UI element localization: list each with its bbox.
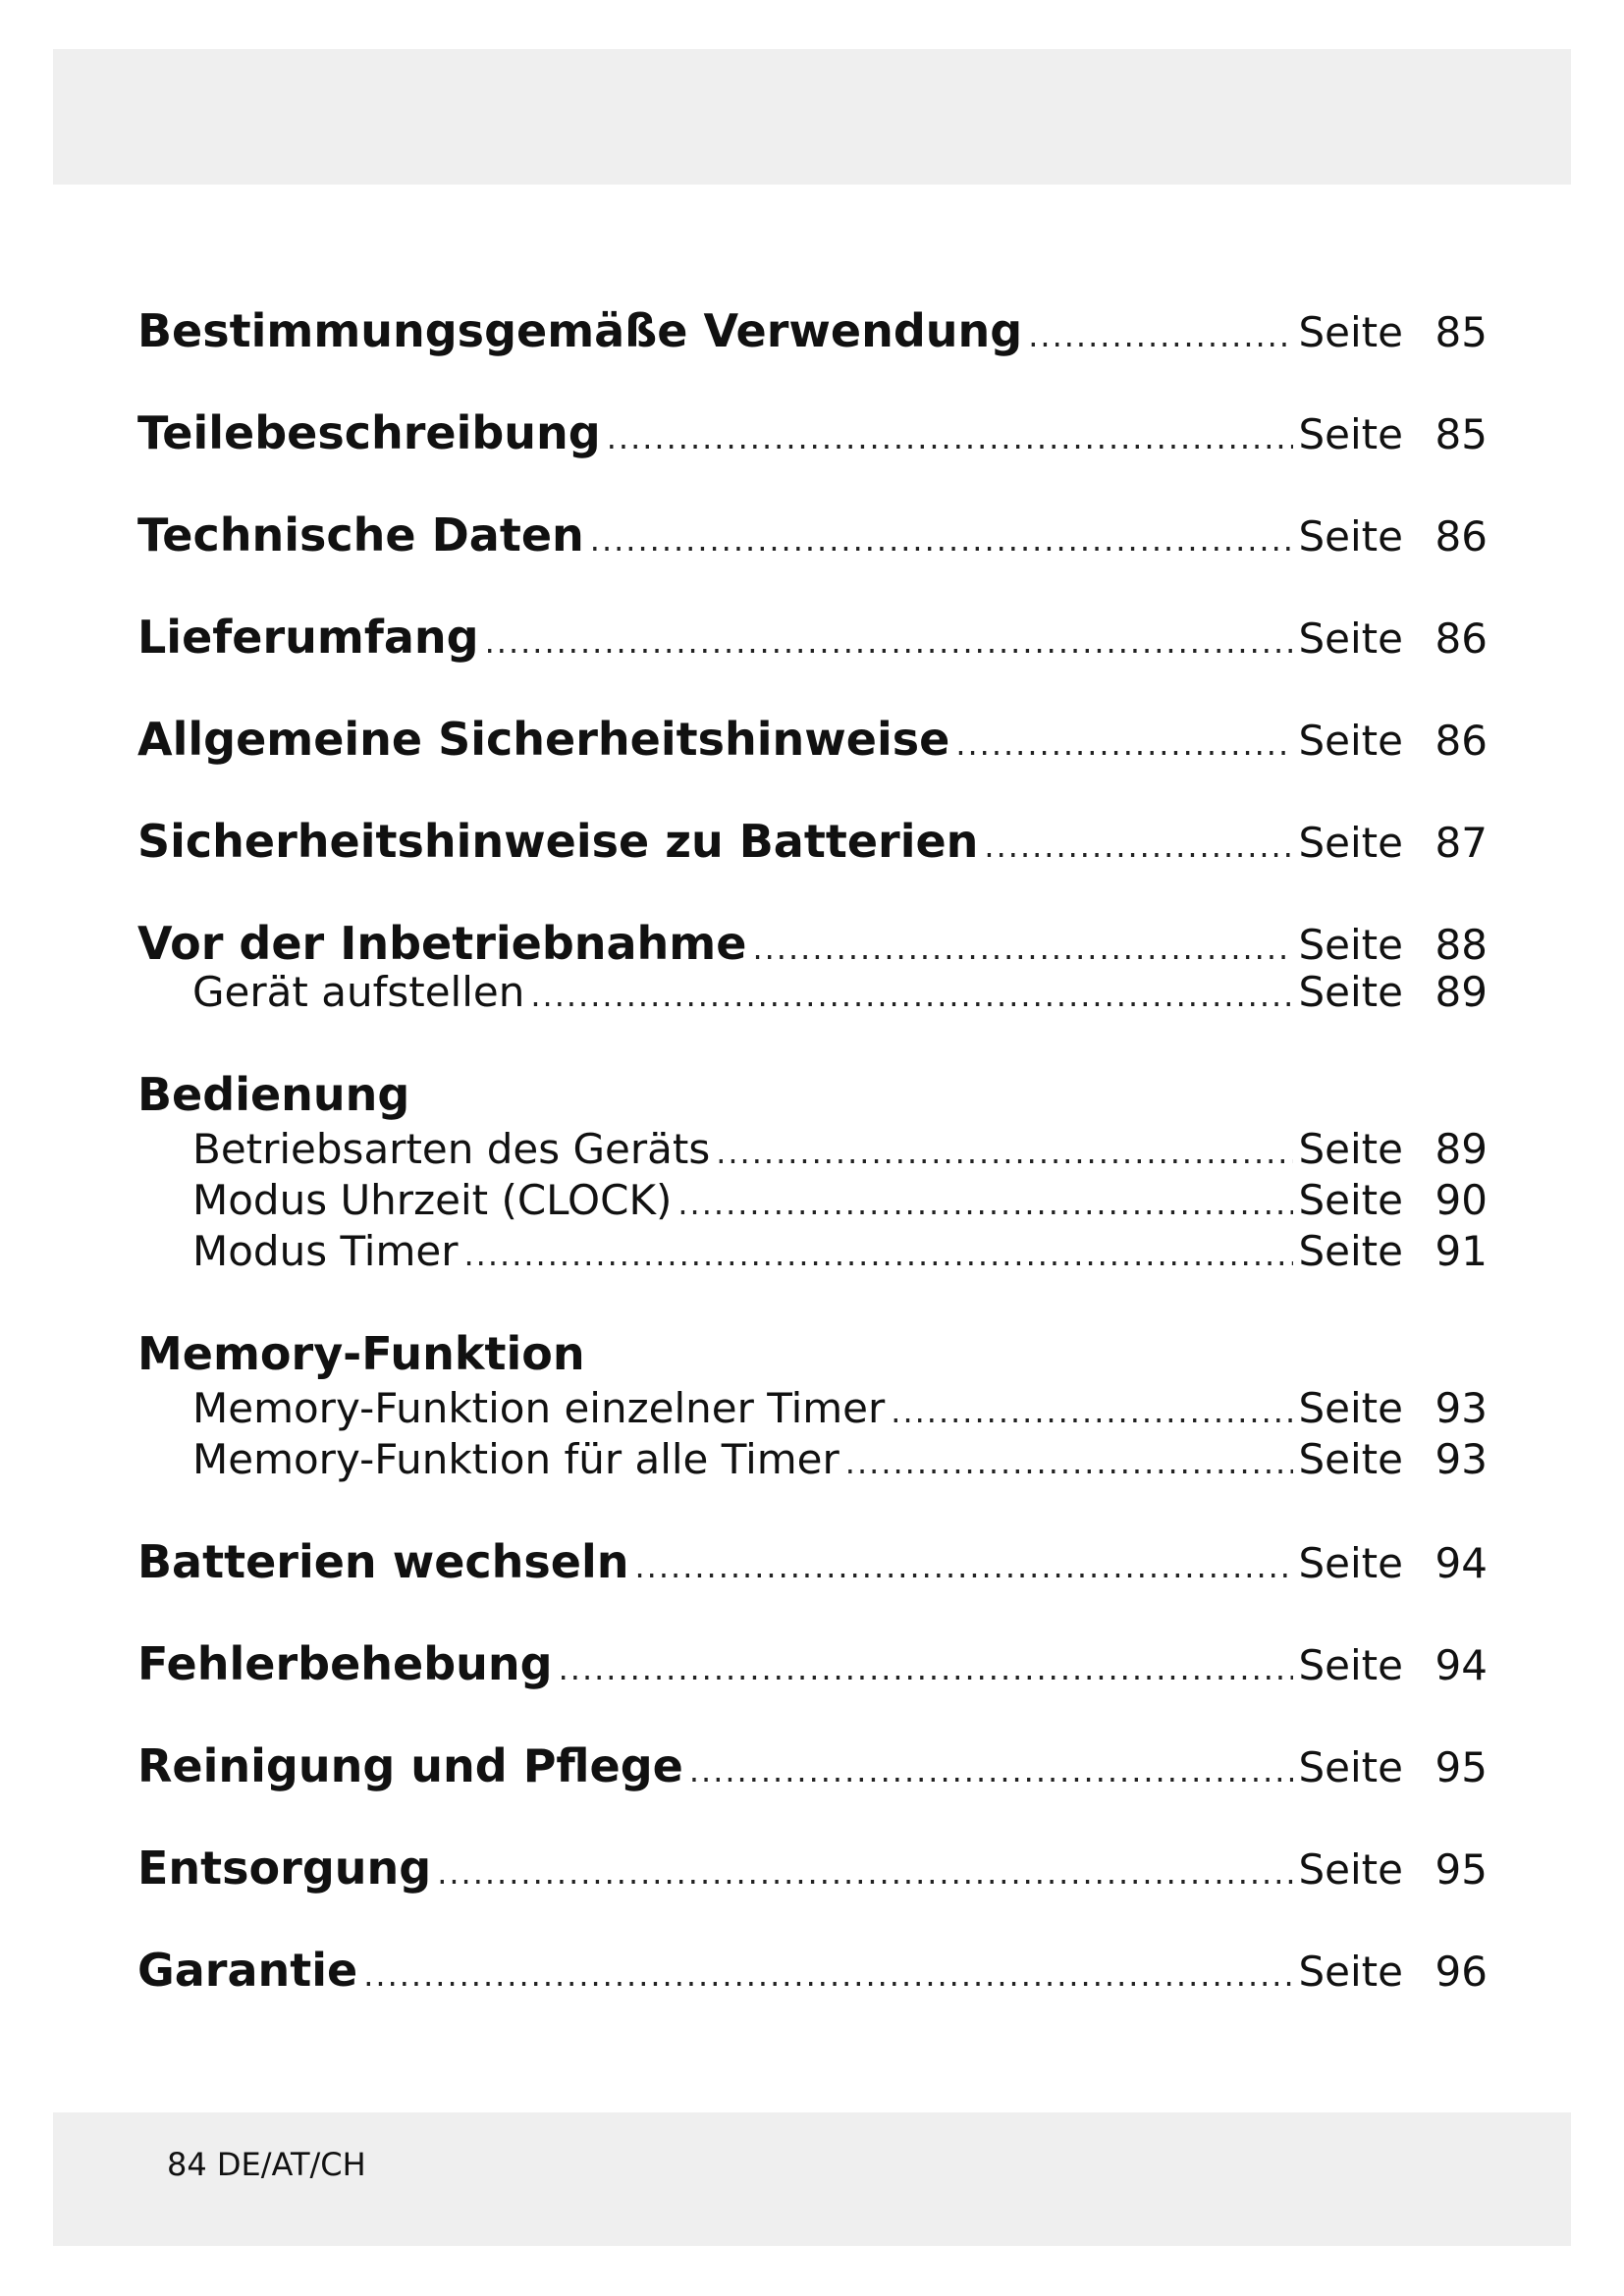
toc-entry[interactable]: [137, 815, 1488, 868]
toc-entry-seite: Seite: [1298, 819, 1403, 867]
leader-dots: [752, 930, 1292, 967]
leader-dots: [530, 977, 1292, 1014]
leader-dots: [590, 521, 1293, 559]
toc-entry-page: 86: [1435, 717, 1488, 765]
toc-subentry-label: Memory-Funktion einzelner Timer: [192, 1384, 886, 1432]
toc-entry[interactable]: [137, 611, 1488, 664]
toc-subentry-page: 91: [1435, 1227, 1488, 1275]
toc-entry-label: Teilebeschreibung: [137, 406, 601, 459]
toc-entry-label: Lieferumfang: [137, 611, 479, 664]
leader-dots: [677, 1185, 1292, 1222]
toc-group-bedienung: [137, 1068, 1488, 1278]
leader-dots: [955, 725, 1292, 763]
toc-subentry-label: Modus Timer: [192, 1227, 459, 1275]
toc-entry[interactable]: [137, 304, 1488, 357]
toc-entry-page: 95: [1435, 1743, 1488, 1791]
leader-dots: [1028, 317, 1292, 354]
toc-subentry-label: Betriebsarten des Geräts: [192, 1125, 711, 1173]
toc-subentry-label: Memory-Funktion für alle Timer: [192, 1435, 839, 1483]
toc-entry-page: 85: [1435, 308, 1488, 356]
header-band: [53, 49, 1571, 185]
leader-dots: [559, 1650, 1293, 1687]
toc-entry-page: 94: [1435, 1641, 1488, 1689]
toc-entry[interactable]: [137, 1637, 1488, 1690]
toc-entry-page: 95: [1435, 1845, 1488, 1894]
toc-section-label: Memory-Funktion: [137, 1327, 585, 1380]
toc-subentry-page: 90: [1435, 1176, 1488, 1224]
toc-entry-label: Bestimmungsgemäße Verwendung: [137, 304, 1023, 357]
toc-subentry-seite: Seite: [1298, 1435, 1403, 1483]
toc-entry-seite: Seite: [1298, 410, 1403, 458]
toc-subentry-seite: Seite: [1298, 1176, 1403, 1224]
toc-section-heading[interactable]: [137, 1068, 1488, 1125]
toc-entry-seite: Seite: [1298, 1845, 1403, 1894]
leader-dots: [635, 1548, 1293, 1585]
toc-section-heading[interactable]: [137, 1327, 1488, 1384]
leader-dots: [485, 623, 1293, 661]
leader-dots: [464, 1236, 1293, 1273]
toc-subentry[interactable]: [137, 1384, 1488, 1435]
toc-entry-label: Fehlerbehebung: [137, 1637, 553, 1690]
toc-entry-label: Sicherheitshinweise zu Batterien: [137, 815, 979, 868]
toc-subentry-page: 93: [1435, 1435, 1488, 1483]
toc-entry-seite: Seite: [1298, 512, 1403, 561]
toc-entry-label: Allgemeine Sicherheitshinweise: [137, 713, 950, 766]
toc-entry-page: 85: [1435, 410, 1488, 458]
toc-entry-label: Entsorgung: [137, 1842, 432, 1895]
toc-entry[interactable]: [137, 1842, 1488, 1895]
toc-entry-label: Vor der Inbetriebnahme: [137, 917, 747, 970]
toc-subentry[interactable]: [137, 1176, 1488, 1227]
toc-section-label: Bedienung: [137, 1068, 410, 1121]
toc-entry-seite: Seite: [1298, 717, 1403, 765]
toc-group-vor: [137, 917, 1488, 1019]
table-of-contents: [137, 304, 1488, 2046]
toc-group-memory: [137, 1327, 1488, 1486]
leader-dots: [891, 1393, 1292, 1430]
toc-subentry-seite: Seite: [1298, 1384, 1403, 1432]
toc-entry-seite: Seite: [1298, 1641, 1403, 1689]
toc-entry-page: 87: [1435, 819, 1488, 867]
toc-subentry-page: 93: [1435, 1384, 1488, 1432]
leader-dots: [363, 1956, 1292, 1994]
toc-entry[interactable]: [137, 1739, 1488, 1792]
toc-entry[interactable]: [137, 508, 1488, 561]
leader-dots: [845, 1444, 1293, 1481]
toc-subentry-seite: Seite: [1298, 968, 1403, 1016]
toc-entry-seite: Seite: [1298, 1743, 1403, 1791]
leader-dots: [437, 1854, 1292, 1892]
leader-dots: [607, 419, 1293, 456]
toc-entry-label: Technische Daten: [137, 508, 584, 561]
toc-entry-seite: Seite: [1298, 1948, 1403, 1996]
toc-entry-page: 88: [1435, 921, 1488, 969]
toc-entry[interactable]: [137, 1535, 1488, 1588]
page-number: 84: [167, 2146, 207, 2183]
toc-entry-seite: Seite: [1298, 614, 1403, 663]
toc-subentry[interactable]: [137, 1435, 1488, 1486]
leader-dots: [984, 828, 1292, 865]
toc-entry-seite: Seite: [1298, 308, 1403, 356]
toc-entry[interactable]: [137, 406, 1488, 459]
toc-subentry-page: 89: [1435, 1125, 1488, 1173]
toc-entry[interactable]: [137, 1944, 1488, 1997]
toc-subentry-label: Modus Uhrzeit (CLOCK): [192, 1176, 673, 1224]
toc-subentry[interactable]: [137, 1227, 1488, 1278]
toc-subentry-page: 89: [1435, 968, 1488, 1016]
toc-entry[interactable]: [137, 917, 1488, 970]
toc-entry-label: Garantie: [137, 1944, 358, 1997]
region-label: DE/AT/CH: [216, 2146, 366, 2183]
toc-entry[interactable]: [137, 713, 1488, 766]
toc-entry-label: Batterien wechseln: [137, 1535, 629, 1588]
toc-subentry[interactable]: [137, 1125, 1488, 1176]
leader-dots: [716, 1134, 1292, 1171]
toc-entry-label: Reinigung und Pflege: [137, 1739, 683, 1792]
page-footer: [167, 2146, 366, 2183]
toc-subentry-seite: Seite: [1298, 1227, 1403, 1275]
toc-entry-page: 86: [1435, 512, 1488, 561]
toc-subentry-seite: Seite: [1298, 1125, 1403, 1173]
leader-dots: [689, 1752, 1293, 1789]
toc-subentry[interactable]: [137, 968, 1488, 1019]
toc-subentry-label: Gerät aufstellen: [192, 968, 525, 1016]
toc-entry-seite: Seite: [1298, 921, 1403, 969]
toc-entry-page: 96: [1435, 1948, 1488, 1996]
toc-entry-seite: Seite: [1298, 1539, 1403, 1587]
toc-entry-page: 86: [1435, 614, 1488, 663]
toc-entry-page: 94: [1435, 1539, 1488, 1587]
